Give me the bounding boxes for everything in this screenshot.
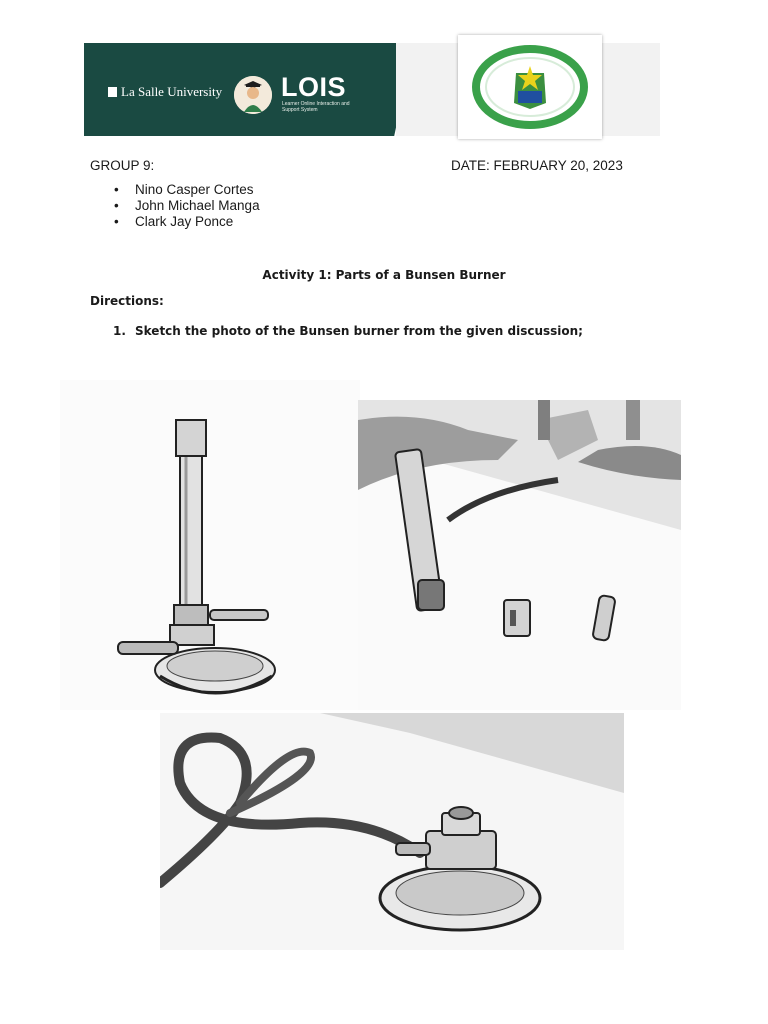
list-item: • Clark Jay Ponce xyxy=(114,214,260,230)
lois-title: LOIS xyxy=(281,72,347,102)
directions-label: Directions: xyxy=(90,294,164,308)
step-item xyxy=(113,324,583,338)
school-seal-logo xyxy=(458,35,602,139)
sketch-bunsen-burner-standing xyxy=(60,380,360,710)
list-item: • John Michael Manga xyxy=(114,198,260,214)
university-name-text: La Salle University xyxy=(121,84,223,99)
step-number: 1. xyxy=(113,324,126,338)
sketch-burner-parts xyxy=(358,400,681,710)
university-name xyxy=(108,84,222,100)
lois-mascot-icon xyxy=(234,76,272,114)
member-list xyxy=(114,182,260,230)
activity-title: Activity 1: Parts of a Bunsen Burner xyxy=(262,268,506,282)
step-text: Sketch the photo of the Bunsen burner from the given discussion; xyxy=(135,324,583,338)
sketch-burner-base-hose xyxy=(160,713,624,950)
date-label: DATE: FEBRUARY 20, 2023 xyxy=(451,158,623,173)
group-label: GROUP 9: xyxy=(90,158,155,173)
university-crest-icon xyxy=(108,87,117,97)
lois-subtitle: Learner Online Interaction and Support System xyxy=(282,101,350,113)
list-item: • Nino Casper Cortes xyxy=(114,182,260,198)
